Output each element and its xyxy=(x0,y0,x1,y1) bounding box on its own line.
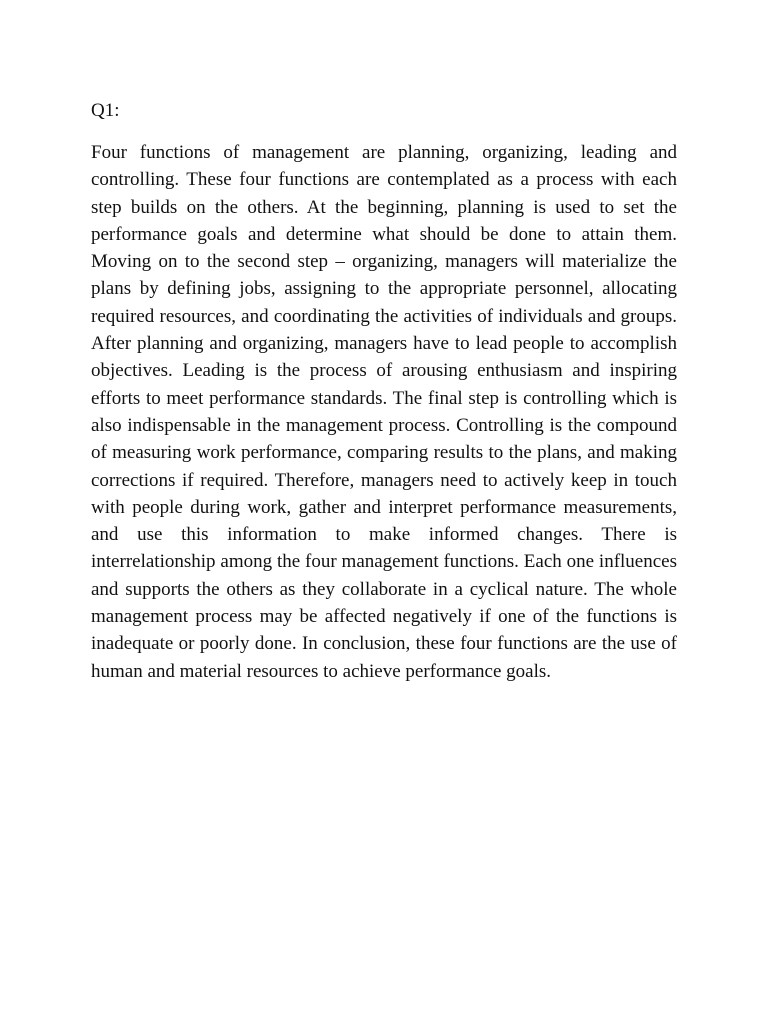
answer-paragraph: Four functions of management are planning, organizing, leading and controlling. These four functions are contemplated as a process with each step builds on the others. At the beginning, planning is used to set the performance goals and determine what should be done to attain them. Moving on to the second step – organizing, managers will materialize the plans by defining jobs, assigning to the appropriate personnel, allocating required resources, and coordinating the activities of individuals and groups. After planning and organizing, managers have to lead people to accomplish objectives. Leading is the process of arousing enthusiasm and inspiring efforts to meet performance standards. The final step is controlling which is also indispensable in the management process. Controlling is the compound of measuring work performance, comparing results to the plans, and making corrections if required. Therefore, managers need to actively keep in touch with people during work, gather and interpret performance measurements, and use this information to make informed changes. There is interrelationship among the four management functions. Each one influences and supports the others as they collaborate in a cyclical nature. The whole management process may be affected negatively if one of the functions is inadequate or poorly done. In conclusion, these four functions are the use of human and material resources to achieve performance goals. xyxy=(91,142,677,682)
question-heading: Q1: xyxy=(91,100,120,121)
